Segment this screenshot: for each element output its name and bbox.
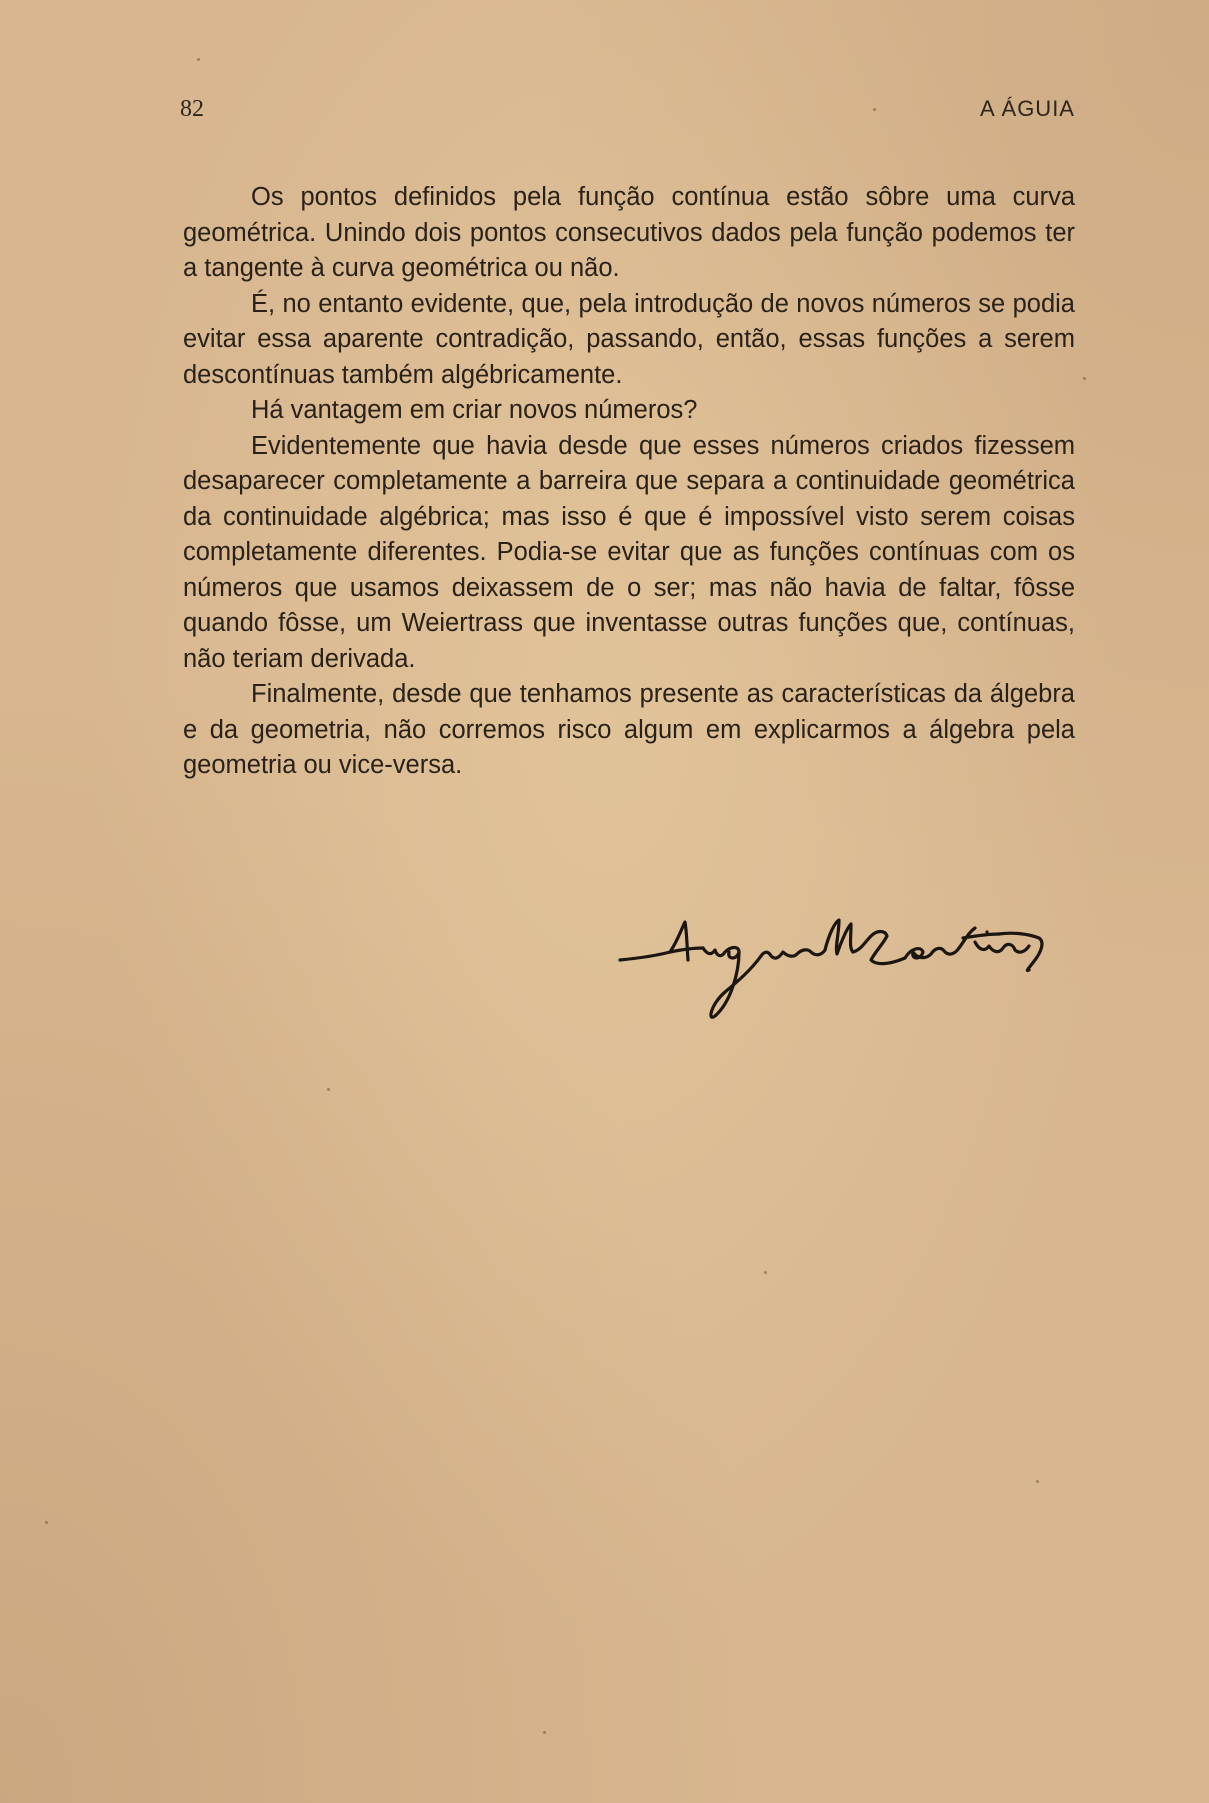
journal-title: A ÁGUIA	[979, 96, 1075, 121]
running-head	[180, 96, 1075, 128]
page-number: 82	[180, 96, 204, 122]
paragraph-4: Evidentemente que havia desde que esses números criados fizessem desaparecer completamente a barreira que separa a continuidade geométrica da continuidade algébrica; mas isso é que é impossível visto serem coisas completamente diferentes. Podia-se evitar que as funções contínuas com os números que usamos deixassem de o ser; mas não havia de faltar, fôsse quando fôsse, um Weiertrass que inventasse outras funções que, contínuas, não teriam derivada.	[183, 431, 1075, 673]
paper-speck	[873, 108, 876, 111]
paper-speck	[764, 1271, 767, 1274]
paper-speck	[543, 1731, 546, 1734]
paragraph-5: Finalmente, desde que tenhamos presente as características da álgebra e da geometria, não corremos risco algum em explicarmos a álgebra pela geometria ou vice-versa.	[183, 680, 1075, 779]
paragraph-3: Há vantagem em criar novos números?	[251, 396, 698, 424]
paper-speck	[327, 1088, 330, 1091]
paragraph-1: Os pontos definidos pela função contínua estão sôbre uma curva geométrica. Unindo dois pontos consecutivos dados pela função podemos ter a tangente à curva geométrica ou não.	[183, 183, 1075, 282]
article-body	[183, 180, 1075, 784]
signature-drawing	[615, 912, 1075, 1032]
paper-speck	[197, 58, 200, 61]
paper-speck	[1083, 377, 1086, 380]
paragraph-2: É, no entanto evidente, que, pela introdução de novos números se podia evitar essa aparente contradição, passando, então, essas funções a serem descontínuas também algébricamente.	[183, 289, 1075, 389]
handwritten-signature	[615, 912, 1075, 1032]
paper-speck	[1036, 1480, 1039, 1483]
paper-speck	[45, 1521, 48, 1524]
